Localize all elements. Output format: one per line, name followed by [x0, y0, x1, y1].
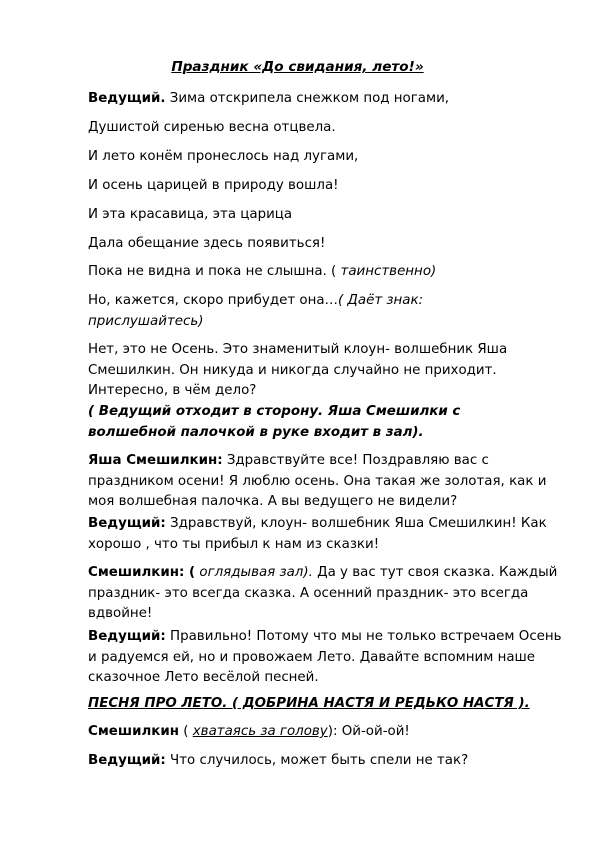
paragraph: И осень царицей в природу вошла!	[88, 178, 339, 193]
paragraph: Нет, это не Осень. Это знаменитый клоун- волшебник Яша Смешилкин. Он никуда и никогда случайно не приходит. Интересно, в чём дело?	[88, 342, 508, 398]
paragraph	[88, 451, 558, 513]
paragraph	[88, 514, 558, 555]
stage-direction: оглядывая зал).	[195, 565, 313, 580]
line-text: Здравствуйте все! Поздравляю вас с праздником осени! Я люблю осень. Она такая же золотая, как и моя волшебная палочка. А вы ведущего не видели?	[88, 453, 547, 509]
line-text: Здравствуй, клоун- волшебник Яша Смешилкин! Как хорошо , что ты прибыл к нам из сказки!	[88, 516, 547, 552]
paragraph	[88, 627, 563, 689]
document-title: Праздник «До свидания, лето!»	[171, 59, 424, 75]
paragraph	[88, 262, 558, 283]
line-text: Что случилось, может быть спели не так?	[165, 753, 469, 768]
speaker-label: Ведущий:	[88, 629, 166, 644]
line-text: Да у вас тут своя сказка. Каждый праздник- это всегда сказка. А осенний праздник- это всегда вдвойне!	[88, 565, 558, 621]
line-text: ): Ой-ой-ой!	[327, 724, 410, 739]
paragraph: И эта красавица, эта царица	[88, 207, 293, 222]
speaker-label: Ведущий.	[88, 91, 166, 106]
speaker-label: Смешилкин: (	[88, 565, 196, 580]
paragraph	[88, 291, 468, 332]
paragraph: И лето конём пронеслось над лугами,	[88, 149, 359, 164]
stage-direction: таинственно)	[340, 264, 437, 279]
stage-direction: ( Даёт знак: прислушайтесь)	[88, 293, 424, 329]
stage-direction-paragraph: ( Ведущий отходит в сторону. Яша Смешилки с волшебной палочкой в руке входит в зал).	[88, 404, 461, 440]
paragraph: Дала обещание здесь появиться!	[88, 236, 326, 251]
speaker-label: Смешилкин	[88, 724, 179, 739]
line-text: (	[179, 724, 193, 739]
song-heading: ПЕСНЯ ПРО ЛЕТО. ( ДОБРИНА НАСТЯ И РЕДЬКО НАСТЯ ).	[88, 696, 530, 711]
paragraph	[88, 563, 558, 625]
speaker-label: Ведущий:	[88, 516, 166, 531]
paragraph	[88, 751, 558, 772]
paragraph: Душистой сиренью весна отцвела.	[88, 120, 336, 135]
stage-direction: хватаясь за голову	[192, 724, 328, 739]
line-text: Пока не видна и пока не слышна. (	[88, 264, 341, 279]
line-text: Правильно! Потому что мы не только встречаем Осень и радуемся ей, но и провожаем Лето. Давайте вспомним наше сказочное Лето весёлой песней.	[88, 629, 562, 685]
paragraph	[88, 89, 558, 110]
paragraph	[88, 722, 558, 743]
line-text: Но, кажется, скоро прибудет она…	[88, 293, 338, 308]
speaker-label: Ведущий:	[88, 753, 166, 768]
line-text: Зима отскрипела снежком под ногами,	[165, 91, 450, 106]
speaker-label: Яша Смешилкин:	[88, 453, 223, 468]
